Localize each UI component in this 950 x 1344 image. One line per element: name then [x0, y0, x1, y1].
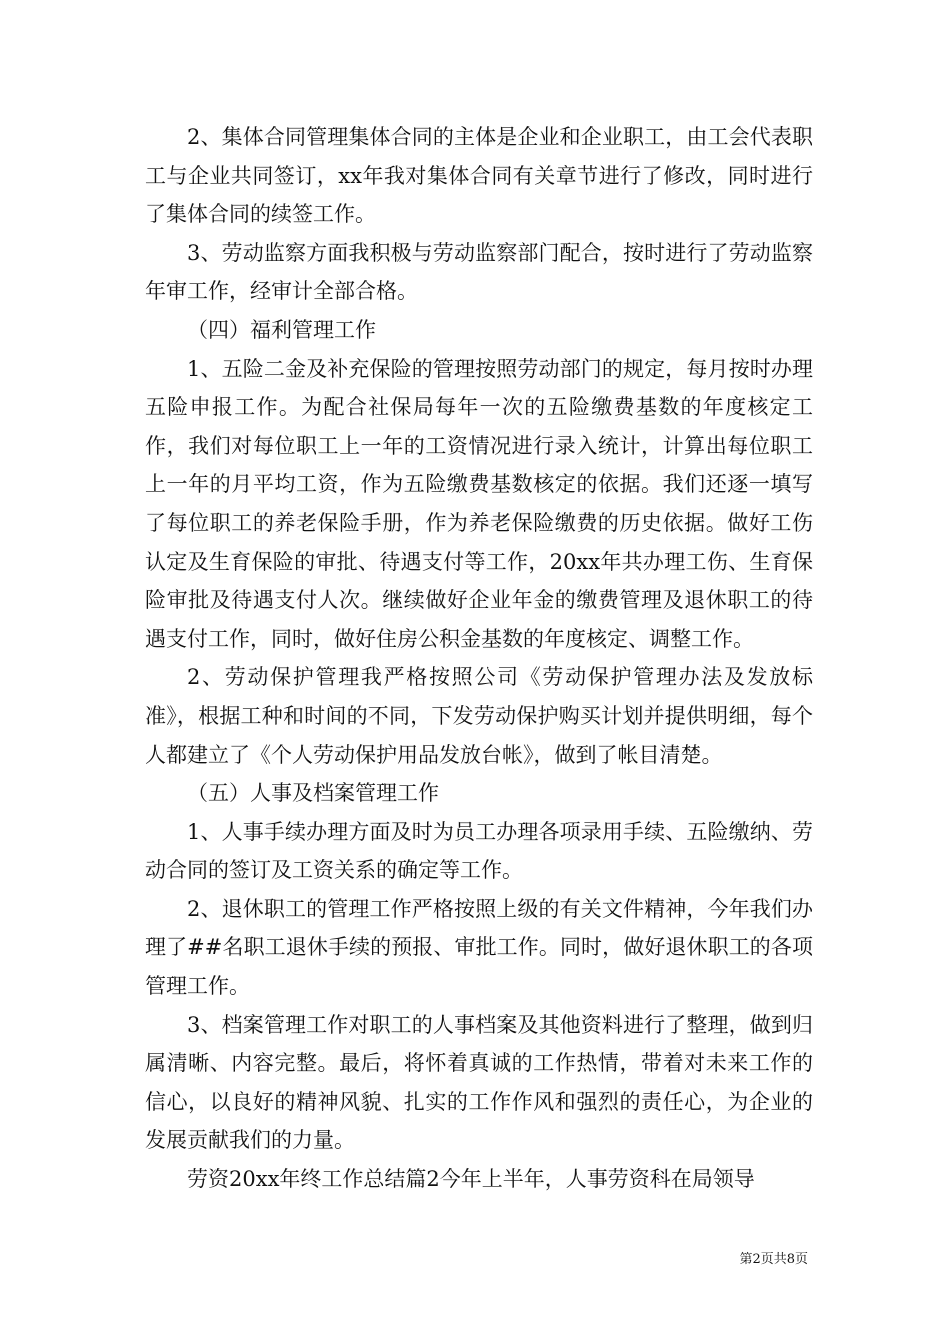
paragraph-insurance: 1、五险二金及补充保险的管理按照劳动部门的规定，每月按时办理五险申报工作。为配合社保局每年一次的五险缴费基数的年度核定工作，我们对每位职工上一年的工资情况进行录入统计，计算出每位职工上一年的月平均工资，作为五险缴费基数核定的依据。我们还逐一填写了每位职工的养老保险手册，作为养老保险缴费的历史依据。做好工伤认定及生育保险的审批、待遇支付等工作，20xx年共办理工伤、生育保险审批及待遇支付人次。继续做好企业年金的缴费管理及退休职工的待遇支付工作，同时，做好住房公积金基数的年度核定、调整工作。 [145, 356, 813, 651]
paragraph-labor-protection: 2、劳动保护管理我严格按照公司《劳动保护管理办法及发放标准》，根据工种和时间的不同，下发劳动保护购买计划并提供明细，每个人都建立了《个人劳动保护用品发放台帐》，做到了帐目清楚。 [145, 665, 813, 767]
paragraph-labor-inspection: 3、劳动监察方面我积极与劳动监察部门配合，按时进行了劳动监察年审工作，经审计全部合格。 [145, 240, 813, 304]
document-body [145, 118, 813, 1199]
section-heading-welfare: （四）福利管理工作 [187, 317, 376, 342]
section-heading-personnel: （五）人事及档案管理工作 [187, 781, 439, 806]
page-number: 第2页共8页 [739, 1252, 808, 1267]
paragraph-personnel-procedures: 1、人事手续办理方面及时为员工办理各项录用手续、五险缴纳、劳动合同的签订及工资关系的确定等工作。 [145, 819, 813, 883]
paragraph-retired-staff: 2、退休职工的管理工作严格按照上级的有关文件精神，今年我们办理了##名职工退休手续的预报、审批工作。同时，做好退休职工的各项管理工作。 [145, 896, 813, 999]
paragraph-archives: 3、档案管理工作对职工的人事档案及其他资料进行了整理，做到归属清晰、内容完整。最后，将怀着真诚的工作热情，带着对未来工作的信心，以良好的精神风貌、扎实的工作作风和强烈的责任心，为企业的发展贡献我们的力量。 [145, 1012, 813, 1153]
paragraph-summary-part2: 劳资20xx年终工作总结篇2今年上半年，人事劳资科在局领导 [187, 1167, 755, 1192]
paragraph-collective-contract: 2、集体合同管理集体合同的主体是企业和企业职工，由工会代表职工与企业共同签订，xx年我对集体合同有关章节进行了修改，同时进行了集体合同的续签工作。 [145, 125, 813, 227]
